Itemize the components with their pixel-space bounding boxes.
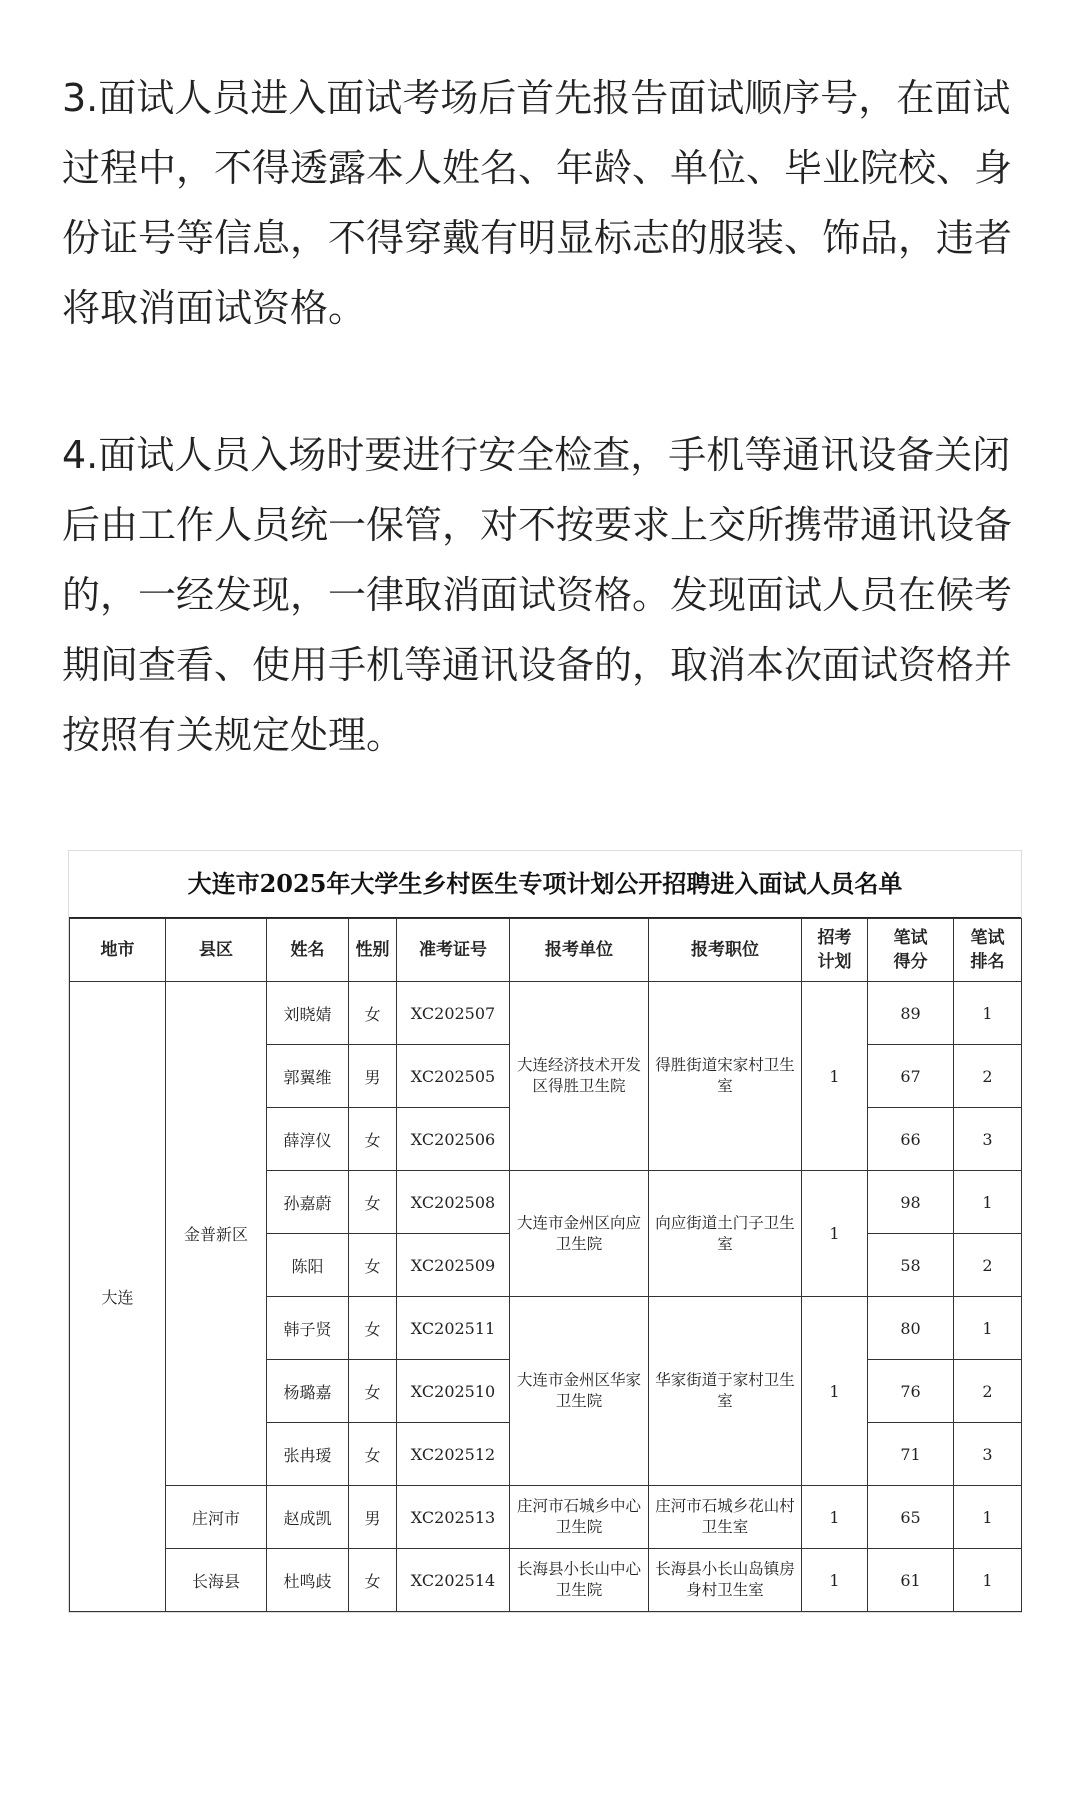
gender-cell: 女 bbox=[349, 1423, 397, 1486]
gender-cell: 女 bbox=[349, 1171, 397, 1234]
gender-cell: 男 bbox=[349, 1045, 397, 1108]
city-cell: 大连 bbox=[70, 982, 166, 1612]
header-position: 报考职位 bbox=[649, 919, 802, 982]
header-city: 地市 bbox=[70, 919, 166, 982]
rank-cell: 1 bbox=[954, 982, 1022, 1045]
gender-cell: 女 bbox=[349, 1297, 397, 1360]
exam-no-cell: XC202508 bbox=[397, 1171, 510, 1234]
position-cell: 华家街道于家村卫生室 bbox=[649, 1297, 802, 1486]
exam-no-cell: XC202513 bbox=[397, 1486, 510, 1549]
score-cell: 89 bbox=[868, 982, 954, 1045]
rank-cell: 1 bbox=[954, 1486, 1022, 1549]
rank-cell: 3 bbox=[954, 1108, 1022, 1171]
exam-no-cell: XC202510 bbox=[397, 1360, 510, 1423]
score-cell: 61 bbox=[868, 1549, 954, 1612]
rank-cell: 1 bbox=[954, 1297, 1022, 1360]
rank-cell: 2 bbox=[954, 1360, 1022, 1423]
exam-no-cell: XC202505 bbox=[397, 1045, 510, 1108]
score-cell: 58 bbox=[868, 1234, 954, 1297]
score-cell: 80 bbox=[868, 1297, 954, 1360]
position-cell: 庄河市石城乡花山村卫生室 bbox=[649, 1486, 802, 1549]
rank-cell: 2 bbox=[954, 1234, 1022, 1297]
name-cell: 杜鸣歧 bbox=[267, 1549, 349, 1612]
unit-cell: 大连市金州区向应卫生院 bbox=[510, 1171, 649, 1297]
district-cell: 庄河市 bbox=[166, 1486, 267, 1549]
gender-cell: 女 bbox=[349, 1234, 397, 1297]
exam-no-cell: XC202514 bbox=[397, 1549, 510, 1612]
header-rank: 笔试 排名 bbox=[954, 919, 1022, 982]
interview-list-table bbox=[68, 850, 1022, 1613]
table-row bbox=[70, 1486, 1022, 1549]
plan-cell: 1 bbox=[802, 982, 868, 1171]
unit-cell: 长海县小长山中心卫生院 bbox=[510, 1549, 649, 1612]
gender-cell: 女 bbox=[349, 1360, 397, 1423]
header-name: 姓名 bbox=[267, 919, 349, 982]
gender-cell: 女 bbox=[349, 982, 397, 1045]
rank-cell: 1 bbox=[954, 1549, 1022, 1612]
score-cell: 76 bbox=[868, 1360, 954, 1423]
unit-cell: 大连经济技术开发区得胜卫生院 bbox=[510, 982, 649, 1171]
position-cell: 向应街道土门子卫生室 bbox=[649, 1171, 802, 1297]
table-row bbox=[70, 982, 1022, 1045]
position-cell: 得胜街道宋家村卫生室 bbox=[649, 982, 802, 1171]
unit-cell: 庄河市石城乡中心卫生院 bbox=[510, 1486, 649, 1549]
table-title: 大连市2025年大学生乡村医生专项计划公开招聘进入面试人员名单 bbox=[69, 851, 1021, 918]
rule-paragraph-4: 4.面试人员入场时要进行安全检查，手机等通讯设备关闭后由工作人员统一保管，对不按要求上交所携带通讯设备的，一经发现，一律取消面试资格。发现面试人员在候考期间查看、使用手机等通讯设备的，取消本次面试资格并按照有关规定处理。 bbox=[62, 433, 1013, 757]
score-cell: 66 bbox=[868, 1108, 954, 1171]
gender-cell: 女 bbox=[349, 1108, 397, 1171]
rule-paragraph-3: 3.面试人员进入面试考场后首先报告面试顺序号，在面试过程中，不得透露本人姓名、年龄、单位、毕业院校、身份证号等信息，不得穿戴有明显标志的服装、饰品，违者将取消面试资格。 bbox=[62, 76, 1013, 330]
header-row bbox=[70, 919, 1022, 982]
score-cell: 71 bbox=[868, 1423, 954, 1486]
name-cell: 杨璐嘉 bbox=[267, 1360, 349, 1423]
header-gender: 性别 bbox=[349, 919, 397, 982]
unit-cell: 大连市金州区华家卫生院 bbox=[510, 1297, 649, 1486]
name-cell: 陈阳 bbox=[267, 1234, 349, 1297]
rank-cell: 3 bbox=[954, 1423, 1022, 1486]
header-unit: 报考单位 bbox=[510, 919, 649, 982]
gender-cell: 男 bbox=[349, 1486, 397, 1549]
district-cell: 长海县 bbox=[166, 1549, 267, 1612]
rank-cell: 2 bbox=[954, 1045, 1022, 1108]
exam-no-cell: XC202507 bbox=[397, 982, 510, 1045]
name-cell: 刘晓婧 bbox=[267, 982, 349, 1045]
position-cell: 长海县小长山岛镇房身村卫生室 bbox=[649, 1549, 802, 1612]
header-exam-no: 准考证号 bbox=[397, 919, 510, 982]
name-cell: 郭翼维 bbox=[267, 1045, 349, 1108]
header-score: 笔试 得分 bbox=[868, 919, 954, 982]
name-cell: 薛淳仪 bbox=[267, 1108, 349, 1171]
plan-cell: 1 bbox=[802, 1297, 868, 1486]
name-cell: 赵成凯 bbox=[267, 1486, 349, 1549]
name-cell: 张冉瑷 bbox=[267, 1423, 349, 1486]
plan-cell: 1 bbox=[802, 1171, 868, 1297]
header-plan: 招考 计划 bbox=[802, 919, 868, 982]
score-cell: 98 bbox=[868, 1171, 954, 1234]
score-cell: 67 bbox=[868, 1045, 954, 1108]
header-district: 县区 bbox=[166, 919, 267, 982]
exam-no-cell: XC202509 bbox=[397, 1234, 510, 1297]
plan-cell: 1 bbox=[802, 1486, 868, 1549]
district-cell: 金普新区 bbox=[166, 982, 267, 1486]
name-cell: 孙嘉蔚 bbox=[267, 1171, 349, 1234]
name-cell: 韩子贤 bbox=[267, 1297, 349, 1360]
rank-cell: 1 bbox=[954, 1171, 1022, 1234]
table-row bbox=[70, 1549, 1022, 1612]
gender-cell: 女 bbox=[349, 1549, 397, 1612]
candidate-table bbox=[69, 918, 1022, 1612]
exam-no-cell: XC202512 bbox=[397, 1423, 510, 1486]
exam-no-cell: XC202506 bbox=[397, 1108, 510, 1171]
score-cell: 65 bbox=[868, 1486, 954, 1549]
plan-cell: 1 bbox=[802, 1549, 868, 1612]
exam-no-cell: XC202511 bbox=[397, 1297, 510, 1360]
